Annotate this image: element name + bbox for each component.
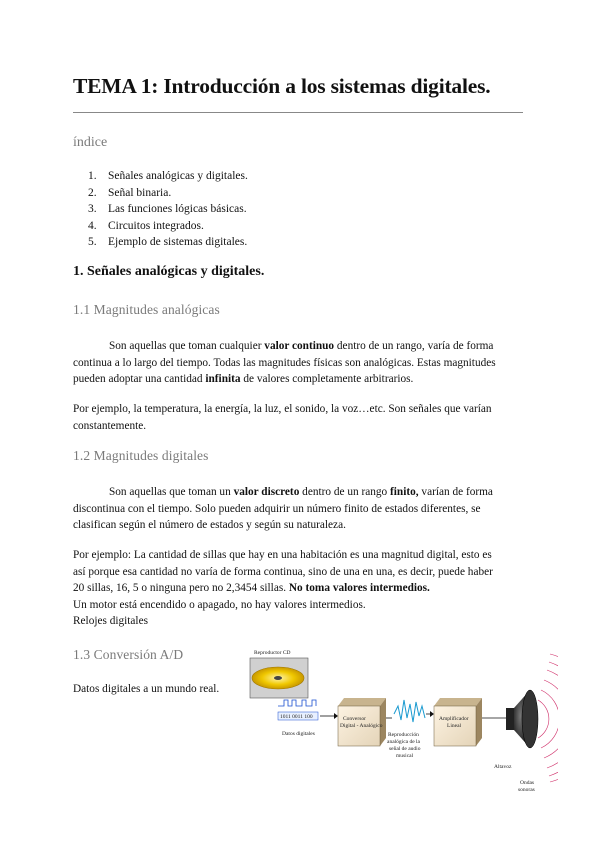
- section-1-heading: 1. Señales analógicas y digitales.: [73, 264, 265, 279]
- amplifier-block: [434, 698, 506, 746]
- speaker-label: Altavoz: [494, 764, 512, 770]
- digital-signal: [278, 700, 338, 737]
- speaker: [494, 690, 538, 770]
- cd-player: [250, 650, 308, 698]
- analog-label-3: señal de audio: [389, 746, 421, 752]
- sound-waves: [538, 654, 558, 782]
- cd-player-label: Reproductor CD: [254, 650, 291, 656]
- amplifier-label-2: Lineal: [447, 723, 462, 729]
- analog-label-2: analógica de la: [387, 739, 420, 745]
- bits-label: 1011 0011 100: [280, 714, 313, 720]
- dac-label-1: Conversor: [343, 716, 366, 722]
- subsection-1-2-heading: 1.2 Magnitudes digitales: [73, 448, 209, 463]
- analog-label-4: musical: [396, 753, 414, 759]
- ad-conversion-text: Datos digitales a un mundo real.: [73, 683, 220, 695]
- analog-signal: [387, 700, 434, 759]
- title-divider: [73, 112, 523, 113]
- analog-label-1: Reproducción: [388, 732, 419, 738]
- toc-item: 3. Las funciones lógicas básicas.: [88, 203, 247, 215]
- page-title: TEMA 1: Introducción a los sistemas digitales.: [73, 74, 491, 98]
- digital-data-label: Datos digitales: [282, 731, 315, 737]
- toc-item: 5. Ejemplo de sistemas digitales.: [88, 236, 248, 248]
- waves-label-1: Ondas: [520, 780, 535, 786]
- amplifier-label-1: Amplificador: [439, 716, 469, 722]
- toc-item: 1. Señales analógicas y digitales.: [88, 170, 248, 182]
- analog-paragraph-2: Por ejemplo, la temperatura, la energía, la luz, el sonido, la voz…etc. Son señales que varían constantemente.: [73, 403, 492, 432]
- analog-paragraph-1: Son aquellas que toman cualquier valor continuo dentro de un rango, varía de forma continua a lo largo del tiempo. Todas las magnitudes físicas son analógicas. Estas magnitudes pueden adoptar una cantidad infinita de valores completamente arbitrarios.: [73, 340, 496, 385]
- da-conversion-diagram: [248, 640, 558, 800]
- digital-paragraph-1: Son aquellas que toman un valor discreto dentro de un rango finito, varían de forma discontinua con el tiempo. Solo pueden adquirir un número finito de estados diferentes, se clasifican según el número de estados y según su naturaleza.: [73, 486, 493, 531]
- subsection-1-3-heading: 1.3 Conversión A/D: [73, 647, 184, 662]
- toc-item: 4. Circuitos integrados.: [88, 219, 204, 232]
- index-heading: índice: [73, 135, 108, 150]
- dac-block: [338, 698, 392, 746]
- da-conversion-svg: [248, 640, 558, 800]
- table-of-contents: [88, 168, 248, 251]
- waves-label-2: sonoras: [518, 787, 535, 793]
- dac-label-2: Digital - Analógico: [340, 723, 383, 729]
- subsection-1-1-heading: 1.1 Magnitudes analógicas: [73, 302, 220, 317]
- toc-item: 2. Señal binaria.: [88, 186, 172, 199]
- digital-paragraph-2: Por ejemplo: La cantidad de sillas que hay en una habitación es una magnitud digital, esto es así porque esa cantidad no varía de forma continua, sino de una en una, es decir, puede haber 20 sillas, 16, 5 o ninguna pero no 2,3454 sillas. No toma valores intermedios. Un motor está encendido o apagado, no hay valores intermedios. Relojes digitales: [73, 549, 493, 627]
